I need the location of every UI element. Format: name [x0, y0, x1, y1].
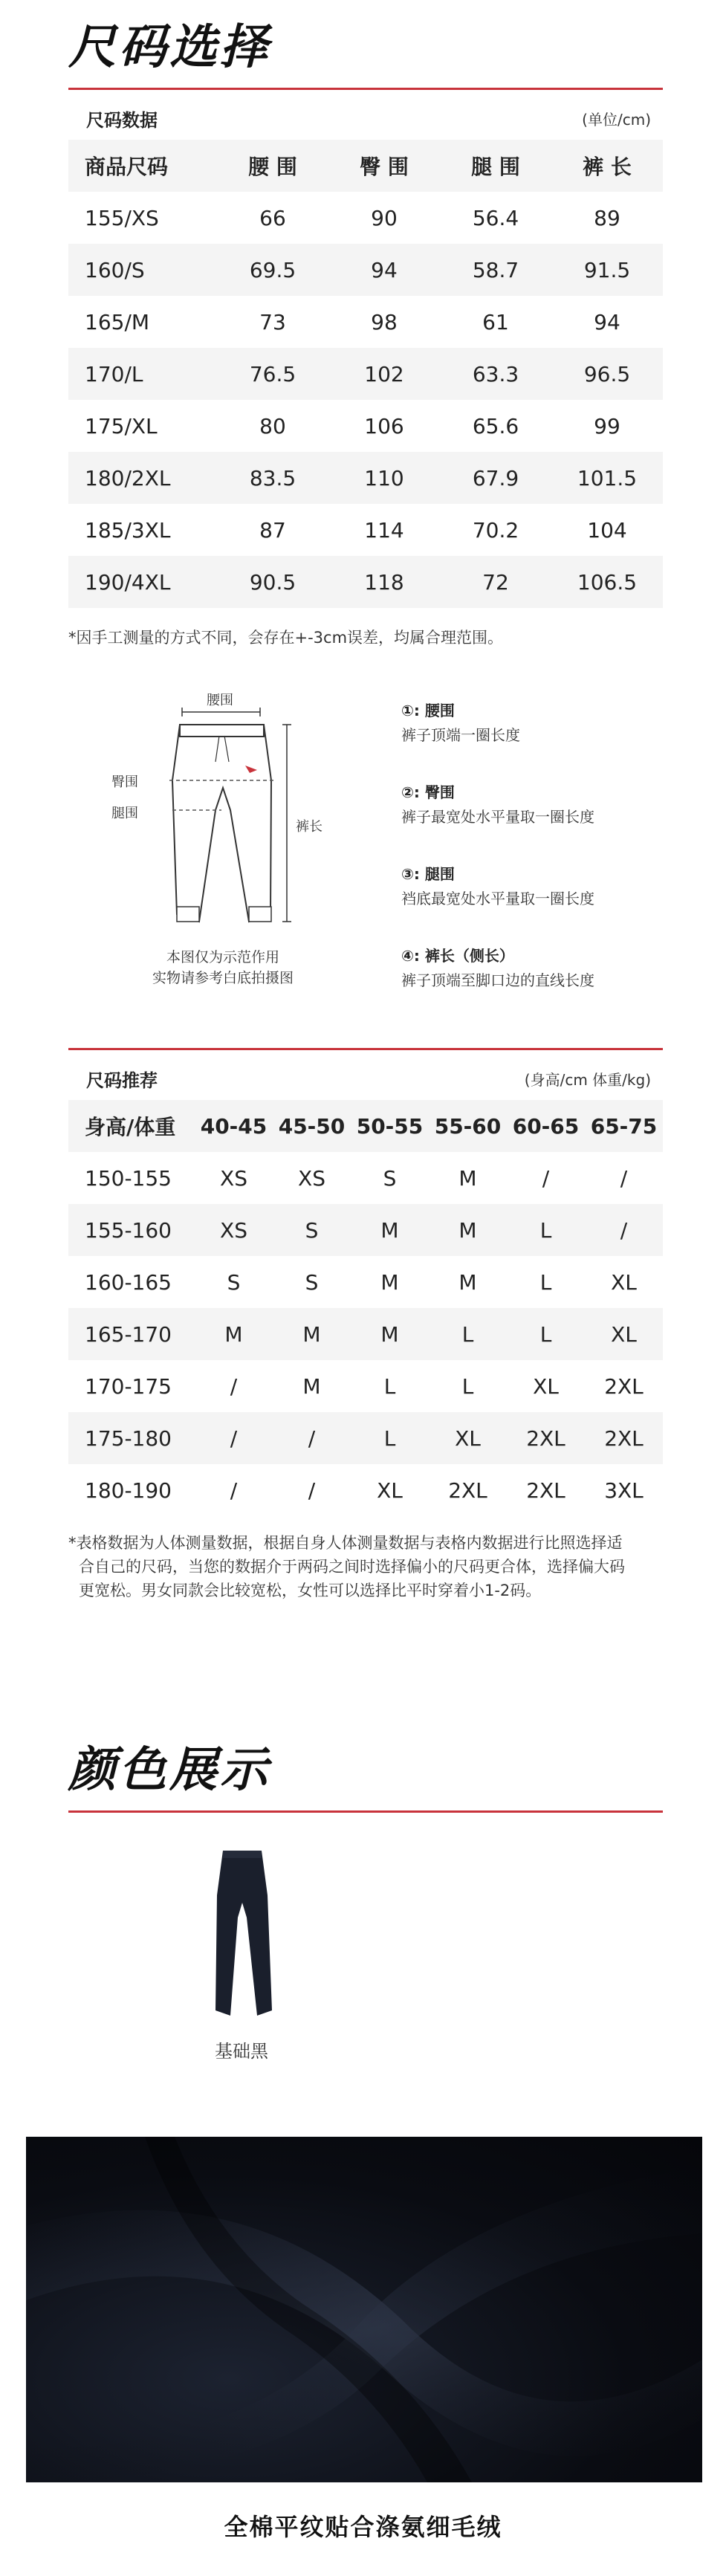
diagram-waist-label: 腰围	[207, 693, 233, 708]
size-rec-cell: /	[230, 1373, 238, 1399]
size-data-cell: 87	[259, 517, 286, 543]
size-rec-cell: 180-190	[85, 1478, 172, 1503]
measure-hip-desc: 裤子最宽处水平量取一圈长度	[401, 808, 594, 826]
size-rec-cell: 2XL	[604, 1425, 644, 1451]
size-data-column-header: 裤 长	[583, 155, 632, 179]
size-data-cell: 155/XS	[85, 205, 159, 230]
size-data-row	[68, 452, 663, 504]
fabric-closeup-image	[26, 2137, 702, 2482]
size-rec-cell: L	[383, 1373, 396, 1399]
diagram-caption-1: 本图仅为示范作用	[166, 949, 279, 965]
size-rec-cell: /	[542, 1165, 550, 1191]
size-rec-cell: L	[461, 1321, 474, 1347]
measure-thigh	[401, 862, 669, 908]
size-data-cell: 69.5	[249, 257, 296, 282]
size-rec-cell: 155-160	[85, 1217, 172, 1243]
size-data-row	[68, 296, 663, 348]
size-rec-column-header: 50-55	[356, 1113, 424, 1139]
size-data-cell: 98	[371, 309, 398, 334]
diagram-hip-label: 臀围	[111, 774, 138, 790]
size-rec-row	[68, 1360, 663, 1412]
size-rec-column-header: 身高/体重	[85, 1115, 176, 1139]
diagram-length-label: 裤长	[296, 819, 323, 835]
size-rec-column-header: 40-45	[200, 1113, 268, 1139]
size-rec-cell: 2XL	[448, 1478, 487, 1503]
size-data-table	[68, 140, 663, 608]
size-data-cell: 65.6	[472, 413, 519, 438]
size-data-unit: (单位/cm)	[582, 111, 651, 129]
size-data-cell: 170/L	[85, 361, 143, 386]
size-data-cell: 160/S	[85, 257, 145, 282]
black-pants-image	[201, 1851, 282, 2022]
size-data-cell: 90	[371, 205, 398, 230]
size-data-cell: 73	[259, 309, 286, 334]
size-data-cell: 76.5	[249, 361, 296, 386]
size-rec-cell: /	[620, 1165, 628, 1191]
size-data-cell: 165/M	[85, 309, 150, 334]
size-data-cell: 190/4XL	[85, 569, 171, 595]
size-data-cell: 106.5	[577, 569, 638, 595]
fabric-caption: 全棉平纹贴合涤氨细毛绒	[224, 2513, 502, 2541]
size-rec-cell: XS	[220, 1217, 247, 1243]
size-rec-row	[68, 1256, 663, 1308]
size-data-header-row	[68, 140, 663, 192]
size-rec-cell: /	[230, 1425, 238, 1451]
size-rec-table	[68, 1100, 663, 1516]
size-rec-cell: M	[458, 1269, 477, 1295]
pants-outline-illustration	[111, 691, 334, 936]
size-rec-cell: /	[230, 1478, 238, 1503]
size-data-cell: 180/2XL	[85, 465, 171, 491]
size-section-title: 尺码选择	[68, 20, 270, 75]
pants-diagram	[111, 691, 357, 1003]
size-rec-cell: M	[224, 1321, 243, 1347]
size-rec-column-header: 65-75	[590, 1113, 658, 1139]
size-rec-cell: S	[383, 1165, 397, 1191]
size-rec-note	[68, 1531, 663, 1602]
size-rec-cell: L	[539, 1321, 552, 1347]
measure-waist-desc: 裤子顶端一圈长度	[401, 726, 520, 744]
size-data-row	[68, 348, 663, 400]
size-rec-cell: XL	[611, 1269, 637, 1295]
size-data-column-header: 商品尺码	[85, 155, 169, 179]
size-data-row	[68, 192, 663, 244]
size-rec-cell: 170-175	[85, 1373, 172, 1399]
diagram-caption-2: 实物请参考白底拍摄图	[152, 970, 294, 986]
size-data-cell: 63.3	[472, 361, 519, 386]
size-rec-cell: XL	[455, 1425, 481, 1451]
size-data-cell: 110	[364, 465, 404, 491]
measure-hip	[401, 780, 669, 826]
size-data-cell: 175/XL	[85, 413, 158, 438]
size-rec-cell: XL	[377, 1478, 403, 1503]
size-rec-cell: L	[383, 1425, 396, 1451]
measure-waist-title: ①: 腰围	[401, 702, 455, 719]
size-data-cell: 114	[364, 517, 404, 543]
size-data-cell: 80	[259, 413, 286, 438]
size-data-row	[68, 244, 663, 296]
size-rec-cell: M	[380, 1321, 399, 1347]
size-data-cell: 94	[594, 309, 620, 334]
divider	[68, 1048, 663, 1050]
size-rec-cell: 150-155	[85, 1165, 172, 1191]
size-rec-cell: S	[305, 1217, 319, 1243]
size-data-cell: 96.5	[583, 361, 631, 386]
measure-waist	[401, 699, 669, 745]
size-rec-cell: 2XL	[604, 1373, 644, 1399]
size-data-cell: 99	[594, 413, 620, 438]
size-data-column-header: 腰 围	[248, 155, 297, 179]
size-rec-row	[68, 1204, 663, 1256]
size-data-cell: 58.7	[472, 257, 519, 282]
size-rec-row	[68, 1308, 663, 1360]
size-data-cell: 91.5	[583, 257, 631, 282]
size-rec-cell: 2XL	[526, 1425, 565, 1451]
size-data-cell: 101.5	[577, 465, 638, 491]
size-data-cell: 90.5	[249, 569, 296, 595]
size-data-cell: 83.5	[249, 465, 296, 491]
size-rec-unit: (身高/cm 体重/kg)	[524, 1071, 651, 1089]
size-rec-cell: L	[539, 1217, 552, 1243]
size-rec-cell: XL	[533, 1373, 559, 1399]
measure-length-desc: 裤子顶端至脚口边的直线长度	[401, 971, 594, 989]
size-data-note: *因手工测量的方式不同，会存在+-3cm误差，均属合理范围。	[68, 629, 504, 647]
color-section-title: 颜色展示	[68, 1743, 270, 1798]
size-rec-cell: S	[227, 1269, 241, 1295]
size-rec-cell: 2XL	[526, 1478, 565, 1503]
measure-thigh-title: ③: 腿围	[401, 865, 455, 883]
size-data-cell: 102	[364, 361, 404, 386]
size-rec-cell: /	[308, 1478, 316, 1503]
size-rec-cell: M	[380, 1269, 399, 1295]
size-rec-cell: /	[620, 1217, 628, 1243]
size-data-cell: 104	[587, 517, 627, 543]
size-data-column-header: 臀 围	[360, 155, 409, 179]
size-data-row	[68, 400, 663, 452]
size-rec-title: 尺码推荐	[86, 1070, 158, 1091]
size-rec-cell: 165-170	[85, 1321, 172, 1347]
size-rec-cell: 160-165	[85, 1269, 172, 1295]
size-data-cell: 56.4	[472, 205, 519, 230]
size-rec-cell: /	[308, 1425, 316, 1451]
size-data-column-header: 腿 围	[471, 155, 520, 179]
size-data-header	[68, 101, 663, 129]
size-data-cell: 66	[259, 205, 286, 230]
size-rec-row	[68, 1464, 663, 1516]
size-data-title: 尺码数据	[86, 110, 158, 131]
size-rec-note-line-2: 合自己的尺码，当您的数据介于两码之间时选择偏小的尺码更合体，选择偏大码	[79, 1558, 625, 1576]
size-data-cell: 106	[364, 413, 404, 438]
size-rec-header	[68, 1061, 663, 1090]
divider	[68, 88, 663, 90]
size-rec-note-line-3: 更宽松。男女同款会比较宽松，女性可以选择比平时穿着小1-2码。	[79, 1582, 542, 1599]
size-rec-header-row	[68, 1100, 663, 1152]
diagram-thigh-label: 腿围	[111, 806, 138, 821]
measure-length-title: ④: 裤长（侧长）	[401, 947, 514, 965]
size-rec-cell: XL	[611, 1321, 637, 1347]
size-rec-row	[68, 1412, 663, 1464]
size-rec-column-header: 55-60	[434, 1113, 502, 1139]
size-data-cell: 72	[482, 569, 509, 595]
measure-hip-title: ②: 臀围	[401, 783, 455, 801]
size-data-cell: 70.2	[472, 517, 519, 543]
color-swatch-black[interactable]	[201, 1851, 282, 2022]
size-rec-cell: S	[305, 1269, 319, 1295]
size-rec-cell: M	[380, 1217, 399, 1243]
size-rec-cell: M	[458, 1217, 477, 1243]
size-data-cell: 94	[371, 257, 398, 282]
color-swatch-label: 基础黑	[215, 2041, 268, 2062]
size-rec-cell: XS	[220, 1165, 247, 1191]
size-rec-column-header: 45-50	[278, 1113, 346, 1139]
measure-length	[401, 944, 669, 990]
size-rec-cell: M	[458, 1165, 477, 1191]
size-rec-note-line-1: *表格数据为人体测量数据，根据自身人体测量数据与表格内数据进行比照选择适	[68, 1534, 623, 1552]
size-rec-cell: XS	[298, 1165, 325, 1191]
divider	[68, 1810, 663, 1813]
size-rec-column-header: 60-65	[512, 1113, 580, 1139]
size-rec-cell: 3XL	[604, 1478, 644, 1503]
size-rec-cell: L	[461, 1373, 474, 1399]
size-rec-cell: L	[539, 1269, 552, 1295]
size-rec-row	[68, 1152, 663, 1204]
size-data-cell: 118	[364, 569, 404, 595]
size-rec-cell: M	[302, 1373, 321, 1399]
size-data-cell: 67.9	[472, 465, 519, 491]
fabric-texture	[26, 2137, 702, 2482]
size-data-cell: 89	[594, 205, 620, 230]
size-data-row	[68, 504, 663, 556]
size-data-cell: 61	[482, 309, 509, 334]
size-data-cell: 185/3XL	[85, 517, 171, 543]
size-rec-cell: 175-180	[85, 1425, 172, 1451]
size-data-row	[68, 556, 663, 608]
size-rec-cell: M	[302, 1321, 321, 1347]
measure-thigh-desc: 裆底最宽处水平量取一圈长度	[401, 890, 594, 907]
